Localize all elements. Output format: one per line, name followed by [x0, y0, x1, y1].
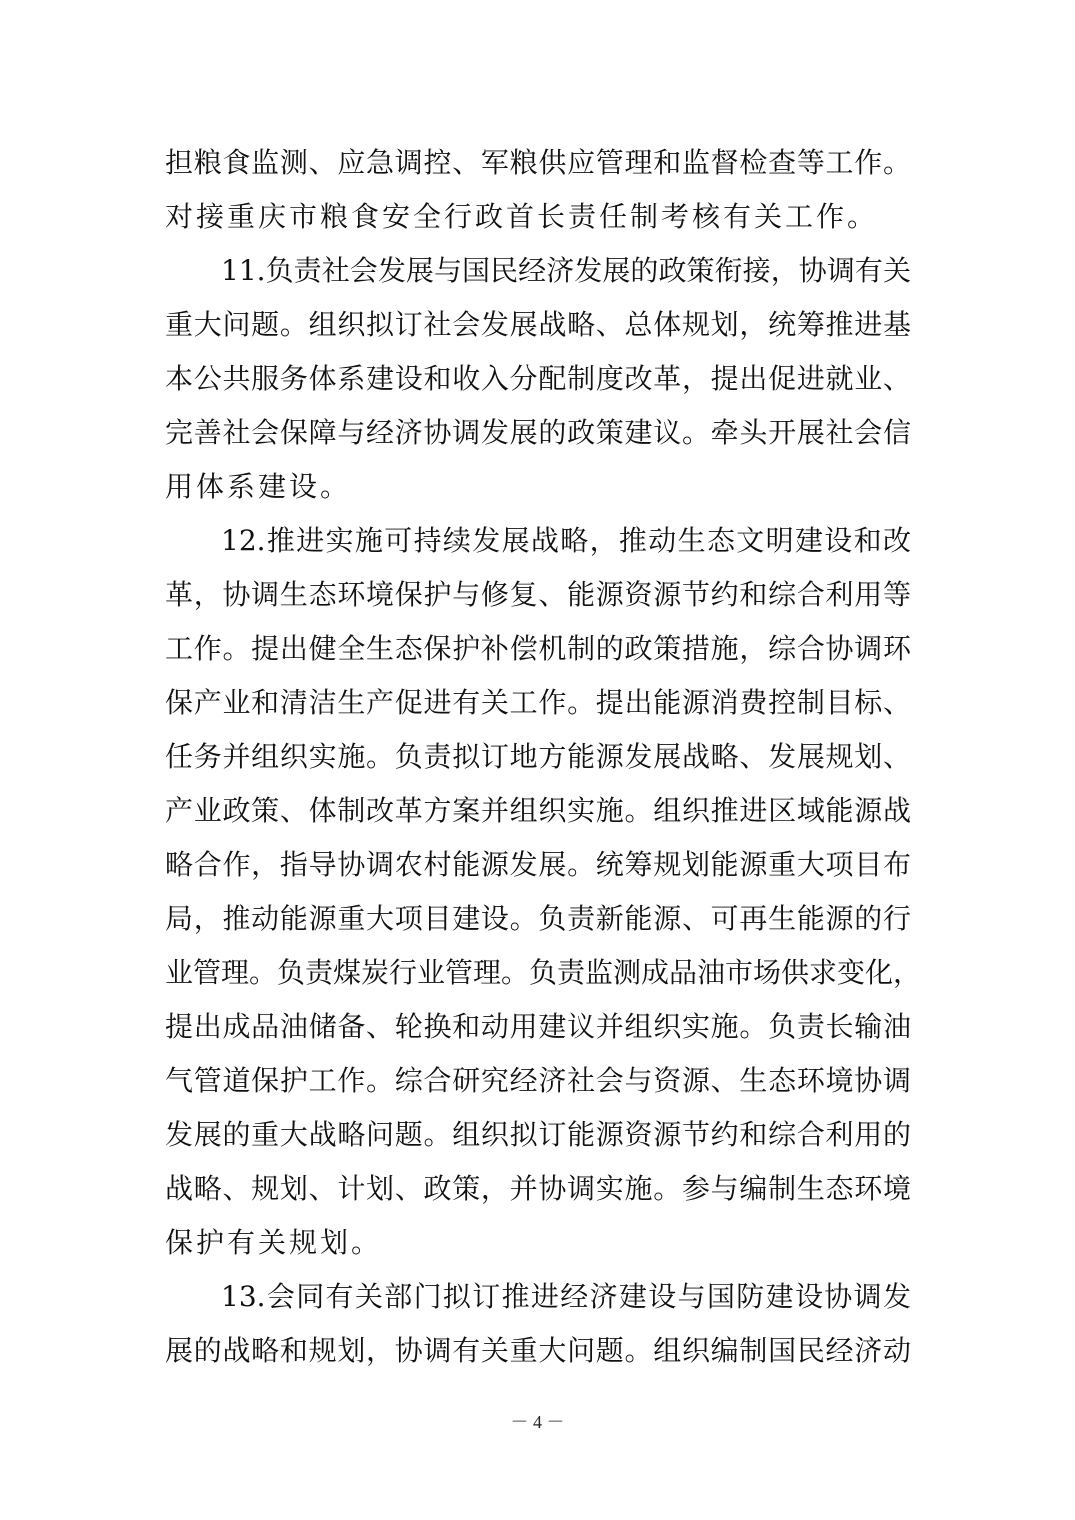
- text-line: 略合作，指导协调农村能源发展。统筹规划能源重大项目布: [165, 848, 911, 881]
- text-line: 用体系建设。: [165, 470, 352, 503]
- text-line: 气管道保护工作。综合研究经济社会与资源、生态环境协调: [165, 1064, 911, 1097]
- paragraph-11-start: 11.负责社会发展与国民经济发展的政策衔接，协调有关: [221, 254, 911, 287]
- paragraph-12-start: 12.推进实施可持续发展战略，推动生态文明建设和改: [221, 524, 911, 557]
- text-line: 本公共服务体系建设和收入分配制度改革，提出促进就业、: [165, 362, 911, 395]
- text-line: 提出成品油储备、轮换和动用建议并组织实施。负责长输油: [165, 1010, 911, 1043]
- text-line: 战略、规划、计划、政策，并协调实施。参与编制生态环境: [165, 1172, 911, 1205]
- text-line: 局，推动能源重大项目建设。负责新能源、可再生能源的行: [165, 902, 911, 935]
- text-line: 完善社会保障与经济协调发展的政策建议。牵头开展社会信: [165, 416, 911, 449]
- text-line: 展的战略和规划，协调有关重大问题。组织编制国民经济动: [165, 1334, 911, 1367]
- text-line: 保产业和清洁生产促进有关工作。提出能源消费控制目标、: [165, 686, 911, 719]
- text-line: 革，协调生态环境保护与修复、能源资源节约和综合利用等: [165, 578, 911, 611]
- paragraph-13-start: 13.会同有关部门拟订推进经济建设与国防建设协调发: [221, 1280, 911, 1313]
- text-line: 发展的重大战略问题。组织拟订能源资源节约和综合利用的: [165, 1118, 911, 1151]
- text-line: 重大问题。组织拟订社会发展战略、总体规划，统筹推进基: [165, 308, 911, 341]
- text-line: 对接重庆市粮食安全行政首长责任制考核有关工作。: [165, 200, 879, 233]
- text-line: 工作。提出健全生态保护补偿机制的政策措施，综合协调环: [165, 632, 911, 665]
- text-line: 任务并组织实施。负责拟订地方能源发展战略、发展规划、: [165, 740, 911, 773]
- text-line: 担粮食监测、应急调控、军粮供应管理和监督检查等工作。: [165, 146, 911, 179]
- page-number: － 4 －: [510, 1412, 565, 1432]
- text-line: 产业政策、体制改革方案并组织实施。组织推进区域能源战: [165, 794, 911, 827]
- text-line: 保护有关规划。: [165, 1226, 383, 1259]
- text-line: 业管理。负责煤炭行业管理。负责监测成品油市场供求变化，: [165, 956, 922, 989]
